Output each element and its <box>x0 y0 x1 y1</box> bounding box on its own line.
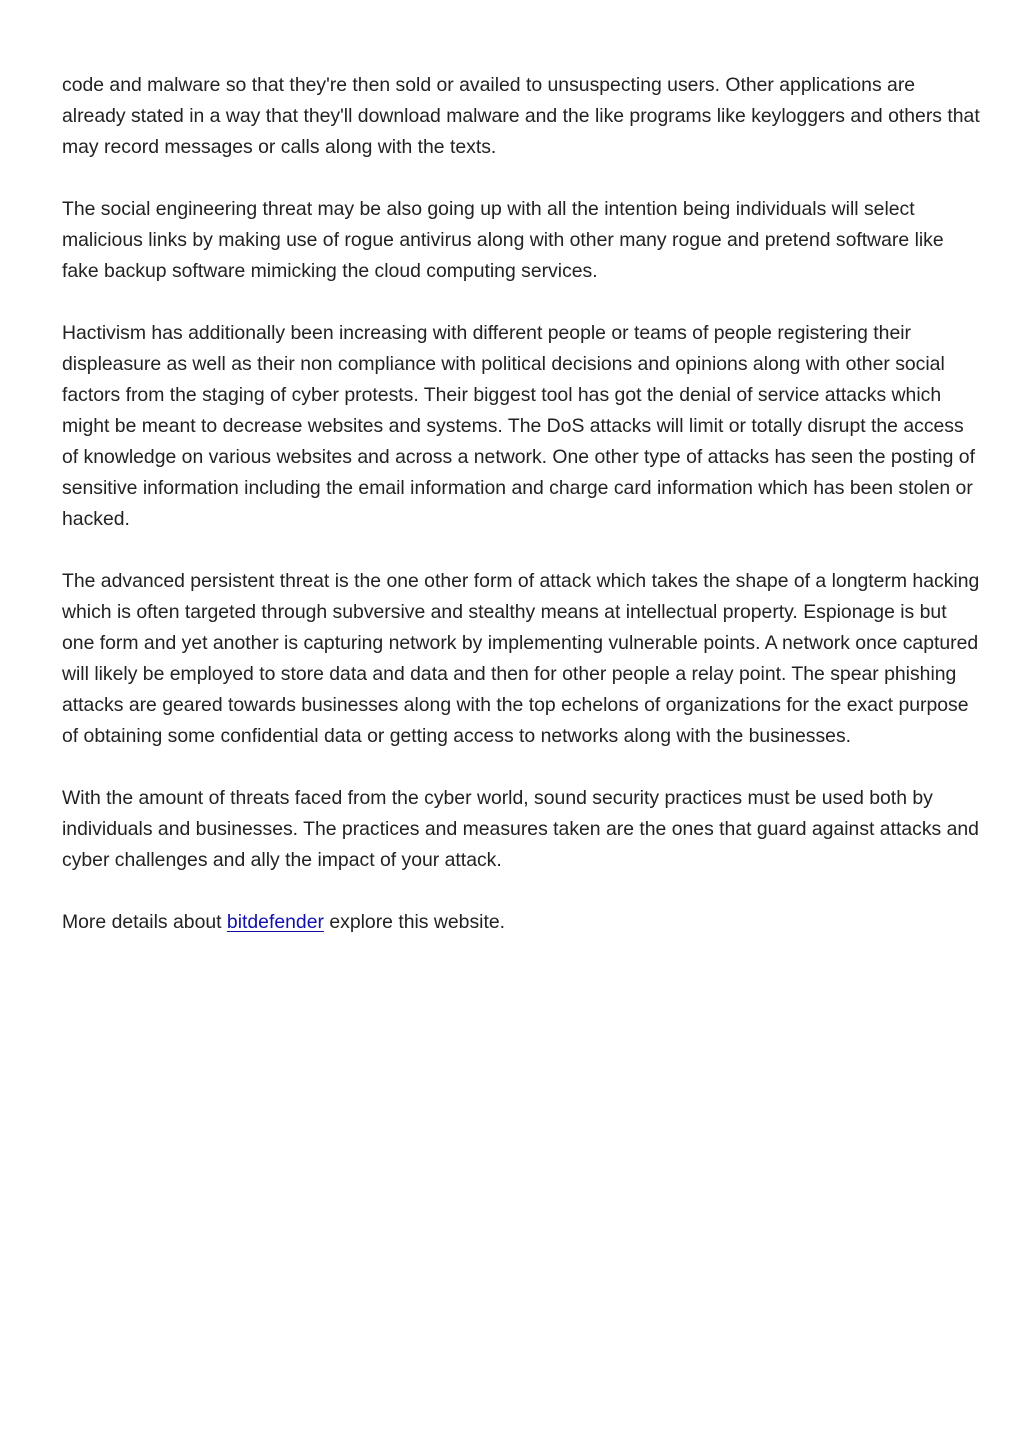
document-body <box>62 70 982 969</box>
paragraph-more-details <box>62 907 982 938</box>
bitdefender-link[interactable]: bitdefender <box>226 911 324 933</box>
paragraph-hactivism: Hactivism has additionally been increasing with different people or teams of people registering their displeasure as well as their non compliance with political decisions and opinions along with other social factors from the staging of cyber protests. Their biggest tool has got the denial of service attacks which might be meant to decrease websites and systems. The DoS attacks will limit or totally disrupt the access of knowledge on various websites and across a network. One other type of attacks has seen the posting of sensitive information including the email information and charge card information which has been stolen or hacked. <box>62 322 975 530</box>
paragraph-advanced-persistent-threat: The advanced persistent threat is the one other form of attack which takes the shape of a longterm hacking which is often targeted through subversive and stealthy means at intellectual property. Espionage is but one form and yet another is capturing network by implementing vulnerable points. A network once captured will likely be employed to store data and data and then for other people a relay point. The spear phishing attacks are geared towards businesses along with the top echelons of organizations for the exact purpose of obtaining some confidential data or getting access to networks along with the businesses. <box>62 570 980 747</box>
paragraph-social-engineering: The social engineering threat may be also going up with all the intention being individuals will select malicious links by making use of rogue antivirus along with other many rogue and pretend software like fake backup software mimicking the cloud computing services. <box>62 198 944 282</box>
paragraph-security-practices: With the amount of threats faced from the cyber world, sound security practices must be used both by individuals and businesses. The practices and measures taken are the ones that guard against attacks and cyber challenges and ally the impact of your attack. <box>62 787 979 871</box>
more-details-prefix: More details about <box>62 911 227 933</box>
more-details-suffix: explore this website. <box>323 911 506 933</box>
paragraph-malware: code and malware so that they're then sold or availed to unsuspecting users. Other applications are already stated in a way that they'll download malware and the like programs like keyloggers and others that may record messages or calls along with the texts. <box>62 74 980 158</box>
